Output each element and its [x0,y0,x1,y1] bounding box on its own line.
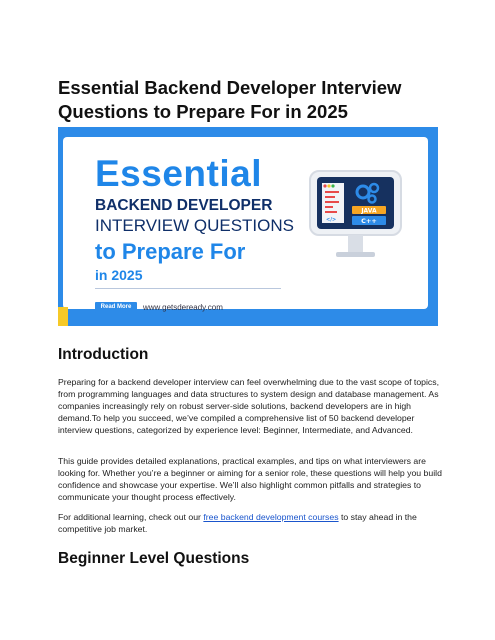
banner-accent-stripe [58,307,68,326]
banner-subheadline: BACKEND DEVELOPER [95,197,273,214]
intro-paragraph-3 [58,511,443,535]
banner-subheadline-2: INTERVIEW QUESTIONS [95,216,294,235]
intro-paragraph-2: This guide provides detailed explanations, practical examples, and tips on what interviewers are looking for. Whether you’re a beginner or aiming for a senior role, these questions will help you build confidence and showcase your expertise. We’ll also highlight common pitfalls and strategies to communicate your thought process effectively. [58,456,442,502]
courses-link[interactable]: free backend development courses [203,512,339,522]
cpp-label: C++ [361,217,377,225]
intro-paragraph-3-text-end: to stay ahead in the competitive job market. [58,512,417,534]
banner-divider [95,288,281,289]
read-more-button[interactable]: Read More [95,302,137,313]
banner-year: in 2025 [95,267,143,283]
hero-banner [58,127,438,326]
banner-tagline: to Prepare For [95,239,246,264]
banner-card [63,137,428,312]
code-label: </> [326,217,337,223]
intro-paragraph-3-text: For additional learning, check out our [58,512,204,522]
banner-headline: Essential [95,153,262,194]
monitor-illustration-icon [308,169,403,264]
introduction-heading: Introduction [58,346,149,363]
intro-paragraph-1: Preparing for a backend developer interview can feel overwhelming due to the vast scope of topics, from programming languages and data structures to system design and database management. As companies increasingly rely on robust server-side solutions, backend developers are in high demand.To help you succeed, we’ve compiled a comprehensive list of 50 backend developer interview questions, categorized by experience level: Beginner, Intermediate, and Advanced. [58,377,440,435]
article-title: Essential Backend Developer Interview Questions to Prepare For in 2025 [58,77,402,122]
java-label: JAVA [361,207,377,215]
banner-url: www.getsdeready.com [143,303,223,312]
beginner-heading: Beginner Level Questions [58,550,250,567]
